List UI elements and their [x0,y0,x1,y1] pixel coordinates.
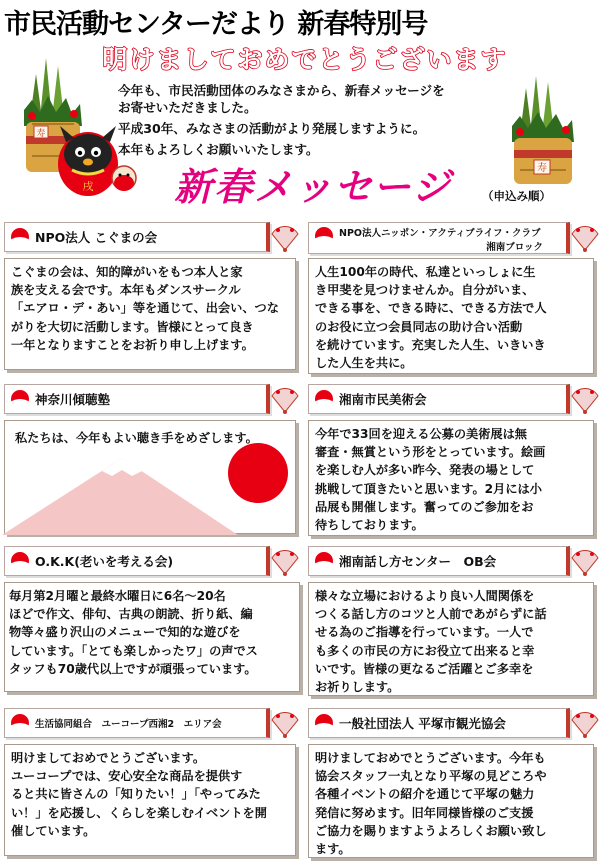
newsletter-title: 市民活動センターだより 新春特別号 [4,9,428,40]
rising-sun-icon [9,226,31,248]
message-line: ユーコープでは、安心安全な商品を提供す [11,769,243,784]
fan-icon [270,548,300,576]
rising-sun-icon [313,550,335,572]
fan-icon [570,386,600,414]
rising-sun-icon [9,388,31,410]
message-line: 一年となりますことをお祈り申し上げます。 [11,337,254,352]
fan-icon [570,548,600,576]
message-line: ると共に皆さんの「知りたい！」「やってみた [11,787,261,802]
daruma-label: 戌 [82,180,94,193]
message-line: 今年で33回を迎える公募の美術展は無 [315,427,527,441]
message-line: 明けましておめでとうございます。 [11,751,206,765]
organization-name: 生活協同組合 ユーコープ西湘2 エリア会 [35,719,222,730]
message-line: できる事を、できる時に、できる方法で人 [315,301,547,316]
message-line: 審査・無賞という形をとっています。絵画 [315,445,546,460]
kadomatsu-right-label: 寿 [537,163,547,174]
message-card [308,384,598,536]
organization-name: 神奈川傾聴塾 [35,392,111,407]
rising-sun-icon [9,712,31,734]
rising-sun-icon [313,225,335,247]
message-line: 物等々盛り沢山のメニューで知的な遊びを [9,625,241,640]
card-body [4,258,296,370]
organization-name: NPO法人ニッポン・アクティブライフ・クラブ [339,228,541,239]
message-line: 人生100年の時代、私達といっしょに生 [315,265,536,279]
rising-sun-icon [313,388,335,410]
card-header [308,222,570,254]
message-line: 発信に努めます。旧年同様皆様のご支援 [315,805,534,820]
message-line: 様々な立場におけるより良い人間関係を [315,589,535,603]
card-header [4,708,270,738]
card-header [308,546,570,576]
card-body [308,258,594,374]
message-card [308,708,598,858]
message-line: 待ちしております。 [315,518,424,533]
message-line: いです。皆様の更なるご活躍とご多幸を [315,661,534,676]
message-line: こぐまの会は、知的障がいをもつ本人と家 [11,265,243,279]
kadomatsu-right-icon [508,74,578,188]
card-body [4,744,296,856]
daruma-dog-icon [52,108,142,200]
intro-line: お寄せいただきました。 [118,100,257,115]
message-card [4,708,300,858]
message-line: しています。「とても楽しかったワ」の声でス [9,643,258,658]
message-card [4,222,300,374]
message-line: も多くの市民の方にお役立て出来ると幸 [315,643,535,658]
message-line: 各種イベントの紹介を通じて平塚の魅力 [315,787,535,802]
fan-icon [570,710,600,738]
message-line: ご協力を賜りますようよろしくお願い致し [315,823,547,838]
message-line: お祈りします。 [315,680,400,695]
message-line: 催しています。 [11,823,96,838]
message-line: を楽しむ人が多い昨今、発表の場として [315,463,535,478]
message-line: タッフも70歳代以上ですが頑張っています。 [9,661,257,676]
message-line: 協会スタッフ一丸となり平塚の見どころや [315,769,547,784]
card-body [308,420,594,536]
card-body [308,582,594,696]
message-line: 「エアロ・デ・あい」等を通じて、出会い、つな [11,301,279,316]
intro-line: 平成30年、みなさまの活動がより発展しますように。 [118,121,426,136]
organization-name: 一般社団法人 平塚市観光協会 [339,716,506,731]
card-header [4,384,270,414]
card-header [308,384,570,414]
section-heading-text: 新春メッセージ [174,165,452,209]
kadomatsu-left-label: 寿 [36,129,46,139]
fan-icon [270,224,300,252]
rising-sun-large-icon [222,440,294,506]
message-line: を続けています。充実した人生、いきいき [315,337,546,352]
organization-name: O.K.K(老いを考える会) [35,554,174,569]
message-line: ます。 [315,842,351,857]
message-line: した人生を共に。 [315,356,413,371]
order-note: （申込み順） [482,189,551,203]
intro-line: 今年も、市民活動団体のみなさまから、新春メッセージを [118,83,445,98]
card-body [308,744,594,858]
message-line: つくる話し方のコツと人前であがらずに話 [315,607,547,622]
card-header [4,546,270,576]
new-year-greeting-banner [70,42,540,76]
organization-name: NPO法人 こぐまの会 [35,230,158,245]
fan-icon [270,710,300,738]
card-header [308,708,570,738]
organization-subname: 湘南ブロック [486,242,543,253]
card-body [4,582,300,692]
card-header [4,222,270,252]
message-card [4,546,300,696]
message-line: せる為のご指導を行っています。一人で [315,625,534,640]
message-line: 明けましておめでとうございます。今年も [315,751,546,765]
rising-sun-icon [9,550,31,572]
organization-name: 湘南話し方センター OB会 [339,554,497,569]
message-line: ほどで作文、俳句、古典の朗読、折り紙、編 [9,607,253,622]
section-heading [148,162,478,210]
intro-line: 本年もよろしくお願いいたします。 [118,142,319,157]
fan-icon [270,386,300,414]
message-line: のお役に立つ会員同志の助け合い活動 [315,319,523,334]
organization-name: 湘南市民美術会 [339,392,427,407]
message-line: 品展も開催します。奮ってのご参加をお [315,499,534,514]
message-line: 毎月第2月曜と最終水曜日に6名～20名 [9,589,226,603]
message-line: 私たちは、今年もよい聴き手をめざします。 [15,431,258,445]
message-card [308,546,598,696]
greeting-text: 明けましておめでとうございます [102,45,508,74]
fan-icon [570,224,600,252]
message-line: い！」を応援し、くらしを楽しむイベントを開 [11,805,267,820]
rising-sun-icon [313,712,335,734]
intro-message [118,82,518,158]
message-line: 挑戦して頂きたいと思います。2月には小 [315,481,542,496]
message-line: き甲斐を見つけませんか。自分がいま、 [315,283,535,298]
message-line: がりを大切に活動します。皆様にとって良き [11,319,254,334]
message-card [308,222,598,374]
message-line: 族を支える会です。本年もダンスサークル [11,283,241,298]
